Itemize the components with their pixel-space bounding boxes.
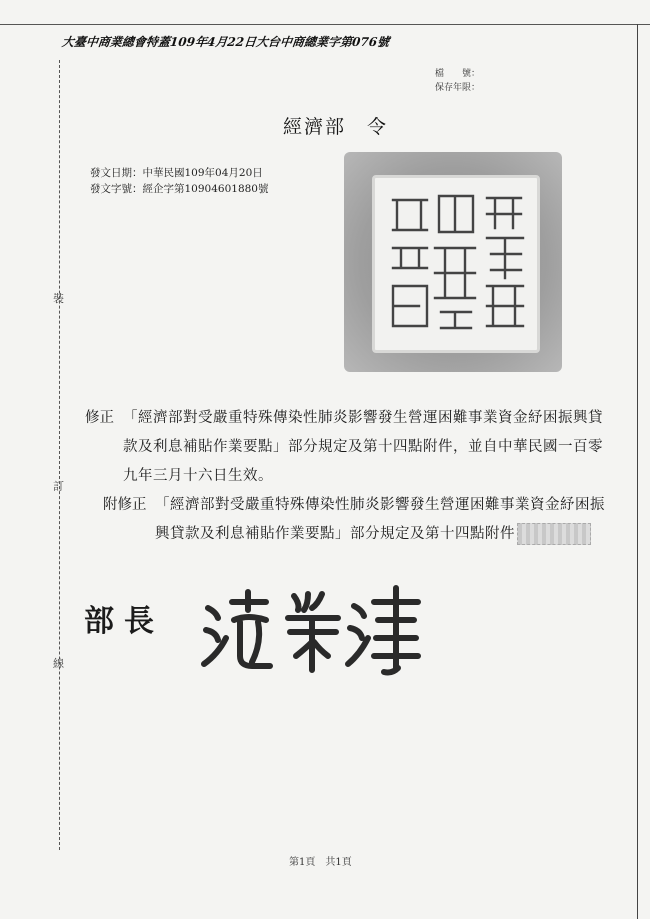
minister-signature [198, 568, 428, 678]
retention-label: 保存年限： [434, 83, 480, 93]
attachment-text-content: 「經濟部對受嚴重特殊傳染性肺炎影響發生營運困難事業資金紓困振興貸款及利息補貼作業要點」部分規定及第十四點附件 [155, 497, 605, 542]
amendment-text: 「經濟部對受嚴重特殊傳染性肺炎影響發生營運困難事業資金紓困振興貸款及利息補貼作業要點」部分規定及第十四點附件，並自中華民國一百零九年三月十六日生效。 [123, 410, 603, 484]
amendment-paragraph [85, 404, 605, 491]
binding-mark-3: 線 [53, 657, 64, 670]
right-border [637, 24, 638, 919]
binding-line [59, 60, 60, 850]
minister-title: 部長 [84, 604, 164, 639]
file-meta [430, 67, 480, 95]
file-number-label: 檔 號： [434, 69, 480, 79]
page-footer: 第1頁 共1頁 [289, 857, 352, 868]
top-border [0, 24, 650, 25]
attachment-paragraph [85, 491, 605, 549]
binding-mark-2: 訂 [53, 480, 64, 493]
seal-icon [372, 175, 540, 353]
attachment-text [155, 491, 605, 549]
issue-ref: 發文字號：經企字第10904601880號 [90, 183, 269, 195]
attachment-label: 附修正 [103, 497, 147, 513]
issue-info [90, 165, 268, 197]
redacted-block [517, 523, 591, 545]
page-title: 經濟部 令 [283, 116, 389, 138]
issue-date: 發文日期：中華民國109年04月20日 [90, 167, 263, 179]
official-seal [344, 152, 562, 372]
amendment-label: 修正 [85, 410, 114, 426]
binding-mark-1: 裝 [53, 292, 64, 305]
receipt-stamp: 大臺中商業總會特蓋109年4月22日大台中商總業字第076號 [61, 35, 390, 49]
order-body [85, 404, 605, 549]
